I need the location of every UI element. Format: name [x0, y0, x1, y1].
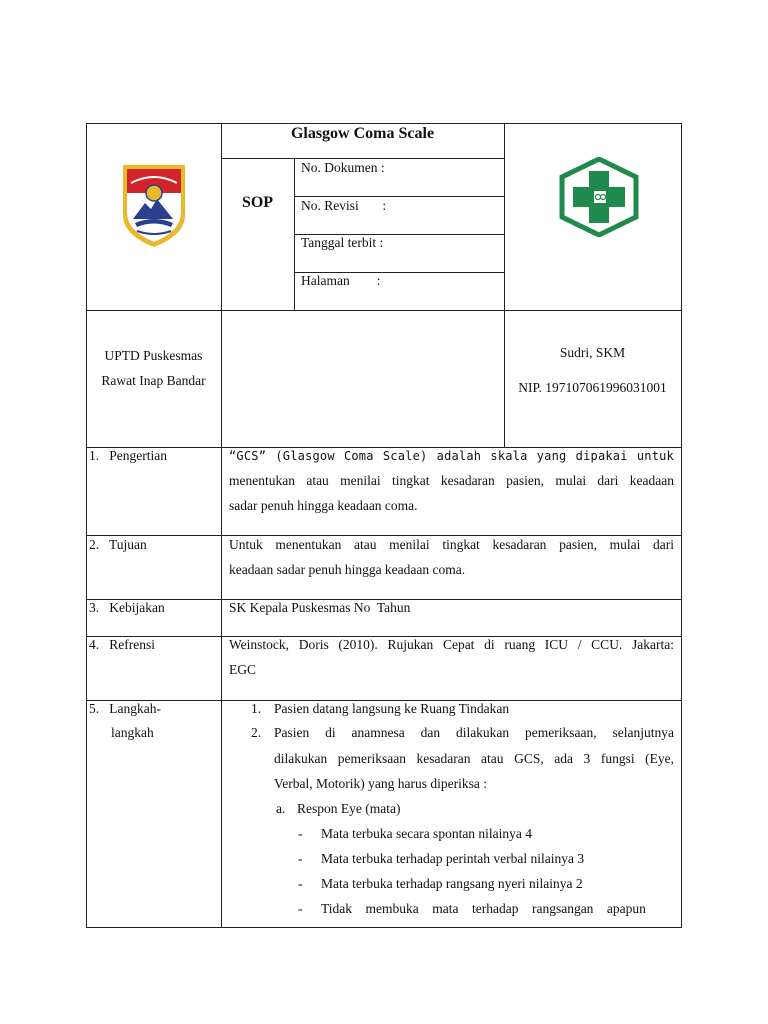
section-label-tujuan: 2. Tujuan [89, 537, 147, 552]
section-label-langkah-1: 5. Langkah- [89, 701, 161, 716]
puskesmas-logo [558, 157, 640, 237]
refrensi-line-1: Weinstock, Doris (2010). Rujukan Cepat di ruang ICU / CCU. Jakarta: [229, 637, 674, 652]
step-1-text: Pasien datang langsung ke Ruang Tindakan [274, 701, 510, 716]
signer-nip: NIP. 197107061996031001 [518, 380, 667, 395]
eye-item: Mata terbuka secara spontan nilainya 4 [321, 826, 533, 841]
body-column-divider [221, 447, 222, 928]
org-name-line2: Rawat Inap Bandar [101, 373, 206, 388]
regional-crest-logo [119, 163, 189, 249]
field-no-revisi: No. Revisi : [301, 198, 387, 213]
document-title: Glasgow Coma Scale [290, 125, 435, 142]
field-tanggal-terbit: Tanggal terbit : [301, 235, 384, 250]
org-name-line1: UPTD Puskesmas [104, 348, 203, 363]
sop-label: SOP [241, 194, 274, 211]
step-2-line-1: Pasien di anamnesa dan dilakukan pemeriksaan, selanjutnya [274, 725, 674, 740]
table-border-right [681, 123, 682, 928]
header-divider-1 [221, 123, 222, 447]
kebijakan-text: SK Kepala Puskesmas No Tahun [229, 600, 411, 615]
section-label-refrensi: 4. Refrensi [89, 637, 155, 652]
pengertian-line-1: “GCS” (Glasgow Coma Scale) adalah skala yang dipakai untuk [229, 449, 674, 463]
sub-marker-a: a. [276, 801, 286, 816]
step-number-2: 2. [251, 725, 262, 740]
dash-marker: - [298, 851, 303, 866]
dash-marker: - [298, 826, 303, 841]
header-bottom-line [86, 310, 682, 311]
signer-name: Sudri, SKM [559, 345, 626, 360]
tujuan-line-2: keadaan sadar penuh hingga keadaan coma. [229, 562, 466, 577]
pengertian-line-3: sadar penuh hingga keadaan coma. [229, 498, 418, 513]
step-2-line-2: dilakukan pemeriksaan kesadaran atau GCS, ada 3 fungsi (Eye, [274, 751, 674, 766]
table-border-bottom [86, 927, 682, 928]
pengertian-line-2: menentukan atau menilai tingkat kesadaran pasien, mulai dari keadaan [229, 473, 674, 488]
table-border-left [86, 123, 87, 928]
sub-a-text: Respon Eye (mata) [297, 801, 401, 816]
eye-item: Mata terbuka terhadap perintah verbal nilainya 3 [321, 851, 585, 866]
refrensi-line-2: EGC [229, 662, 256, 677]
section-label-kebijakan: 3. Kebijakan [89, 600, 165, 615]
field-no-dokumen: No. Dokumen : [301, 160, 385, 175]
dash-marker: - [298, 901, 303, 916]
field-halaman: Halaman : [301, 273, 381, 288]
section-label-pengertian: 1. Pengertian [89, 448, 167, 463]
dash-marker: - [298, 876, 303, 891]
tujuan-line-1: Untuk menentukan atau menilai tingkat kesadaran pasien, mulai dari [229, 537, 674, 552]
section-label-langkah-2: langkah [111, 725, 154, 740]
step-2-line-3: Verbal, Motorik) yang harus diperiksa : [274, 776, 487, 791]
step-number-1: 1. [251, 701, 262, 716]
eye-item: Tidak membuka mata terhadap rangsangan apapun [321, 901, 646, 916]
eye-item: Mata terbuka terhadap rangsang nyeri nilainya 2 [321, 876, 583, 891]
